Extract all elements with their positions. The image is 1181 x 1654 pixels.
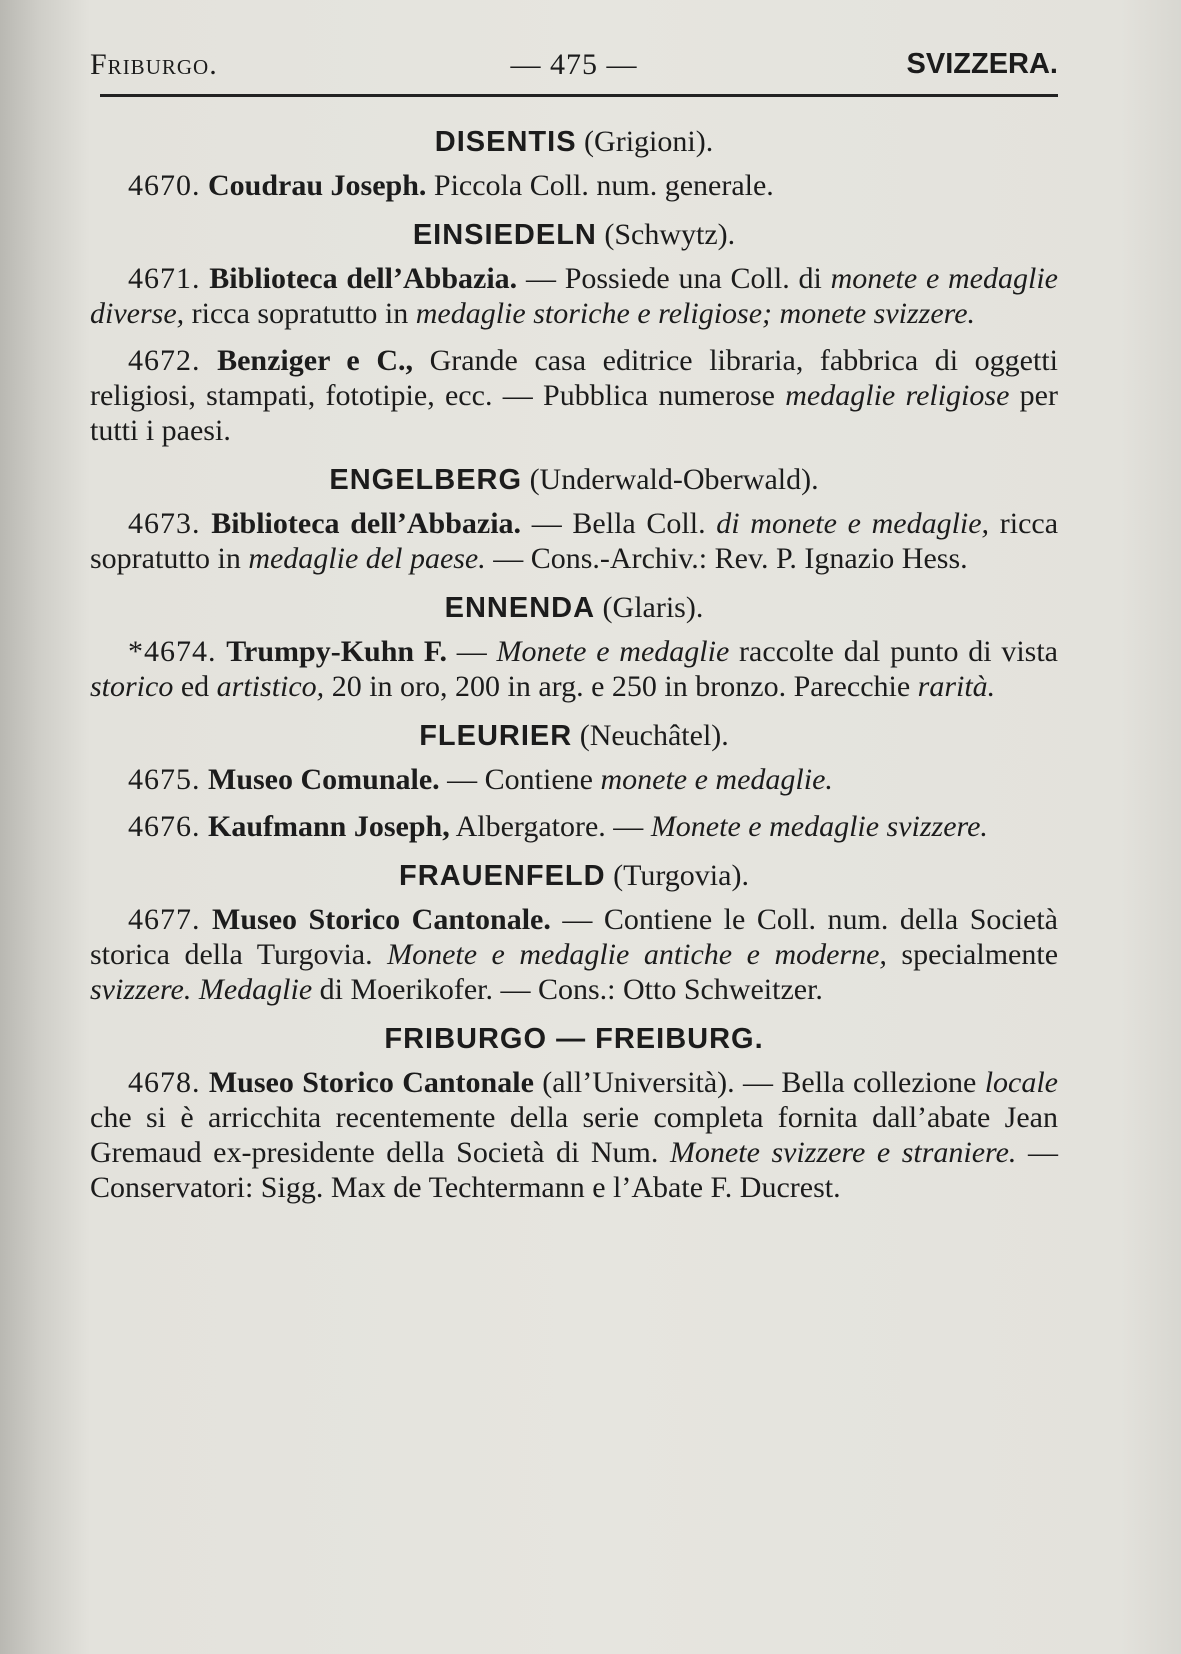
entry-text: —: [446, 635, 497, 668]
catalog-entry: [90, 902, 1058, 1007]
catalog-entry: [90, 1065, 1058, 1205]
header-right: SVIZZERA.: [906, 48, 1058, 80]
place-name: EINSIEDELN: [412, 219, 597, 251]
section-heading: [90, 588, 1058, 628]
header-left: Friburgo.: [90, 48, 218, 81]
catalog-entry: [90, 634, 1058, 704]
entry-text-italic: rarità.: [917, 670, 996, 703]
place-name: ENNENDA: [444, 592, 596, 624]
section-heading: [90, 122, 1058, 162]
catalog-entry: [90, 261, 1058, 331]
entry-text: ricca sopratutto in: [184, 297, 416, 330]
entry-text: ricca sopratutto in: [90, 507, 1059, 575]
region-name: (Underwald-Oberwald).: [529, 463, 819, 496]
entry-text-italic: Monete e medaglie svizzere.: [650, 810, 988, 843]
entry-text-italic: Monete e medaglie: [496, 635, 730, 668]
entry-name: Kaufmann Joseph,: [208, 810, 450, 843]
entry-name: Museo Storico Cantonale.: [212, 903, 551, 936]
entry-text: per tutti i paesi.: [90, 379, 1058, 447]
entry-text-italic: medaglie storiche e religiose; monete svizzere.: [415, 297, 976, 330]
entry-text: — Bella Coll.: [521, 507, 717, 540]
entry-text: di Moerikofer. — Cons.: Otto Schweitzer.: [312, 973, 823, 1006]
place-name: FRIBURGO — FREIBURG.: [384, 1023, 764, 1055]
running-header: [90, 48, 1058, 92]
entry-text: — Cons.-Archiv.: Rev. P. Ignazio Hess.: [485, 542, 968, 575]
entry-number: 4675.: [128, 763, 201, 796]
place-name: FLEURIER: [419, 720, 573, 752]
catalog-entry: [90, 343, 1058, 448]
place-name: ENGELBERG: [329, 464, 523, 496]
catalog-entry: [90, 168, 1058, 203]
entry-text-italic: di monete e medaglie,: [716, 507, 990, 540]
entry-number: 4677.: [128, 903, 201, 936]
entry-text: specialmente: [886, 938, 1059, 971]
entry-text-italic: locale: [984, 1066, 1058, 1099]
entry-text-italic: Monete e medaglie antiche e moderne,: [387, 938, 887, 971]
entry-text: — Contiene le Coll. num. della Società storica della Turgovia.: [90, 903, 1058, 971]
entry-text-italic: monete e medaglie.: [600, 763, 833, 796]
entry-name: Museo Storico Cantonale: [208, 1066, 534, 1099]
entry-number: 4678.: [128, 1066, 201, 1099]
page-number: — 475 —: [510, 48, 638, 81]
place-name: DISENTIS: [434, 126, 577, 158]
section-heading: [90, 460, 1058, 500]
entry-text-italic: medaglie religiose: [785, 379, 1010, 412]
entry-text: che si è arricchita recentemente della serie completa fornita dall’abate Jean Gremaud ex-presidente della Società di Num.: [90, 1101, 1058, 1169]
entry-text: Grande casa editrice libraria, fabbrica di oggetti religiosi, stampati, fototipie, ecc. — Pubblica numerose: [90, 344, 1058, 412]
entry-number: *4674.: [128, 635, 217, 668]
catalog-entry: [90, 506, 1058, 576]
entry-text-italic: monete e medaglie diverse,: [90, 262, 1058, 330]
entry-number: 4672.: [128, 344, 201, 377]
entry-text: — Possiede una Coll. di: [517, 262, 831, 295]
section-heading: [90, 1019, 1058, 1059]
entry-text: 20 in oro, 200 in arg. e 250 in bronzo. Parecchie: [324, 670, 918, 703]
section-heading: [90, 215, 1058, 255]
entry-text-italic: Monete svizzere e straniere.: [669, 1136, 1017, 1169]
region-name: (Grigioni).: [584, 125, 714, 158]
entry-text: — Conservatori: Sigg. Max de Techtermann e l’Abate F. Ducrest.: [90, 1136, 1058, 1204]
entry-number: 4670.: [128, 169, 201, 202]
entry-text-italic: medaglie del paese.: [248, 542, 486, 575]
entry-text: Albergatore. —: [449, 810, 651, 843]
entry-name: Coudrau Joseph.: [208, 169, 427, 202]
entry-text: — Contiene: [439, 763, 601, 796]
entry-text-italic: svizzere. Medaglie: [90, 973, 313, 1006]
page-body: [90, 122, 1058, 1217]
place-name: FRAUENFELD: [399, 860, 606, 892]
entry-number: 4676.: [128, 810, 201, 843]
entry-name: Biblioteca dell’Abbazia.: [209, 262, 518, 295]
entry-number: 4673.: [128, 507, 201, 540]
region-name: (Neuchâtel).: [579, 719, 729, 752]
entry-text: Piccola Coll. num. generale.: [426, 169, 774, 202]
section-heading: [90, 856, 1058, 896]
entry-name: Trumpy-Kuhn F.: [226, 635, 447, 668]
entry-text-italic: artistico,: [216, 670, 325, 703]
entry-name: Museo Comunale.: [208, 763, 440, 796]
entry-text-italic: storico: [90, 670, 174, 703]
region-name: (Turgovia).: [613, 859, 749, 892]
section-heading: [90, 716, 1058, 756]
entry-text: (all’Università). — Bella collezione: [533, 1066, 985, 1099]
entry-name: Benziger e C.,: [217, 344, 413, 377]
catalog-entry: [90, 809, 1058, 844]
entry-name: Biblioteca dell’Abbazia.: [211, 507, 522, 540]
header-rule: [100, 94, 1058, 97]
catalog-entry: [90, 762, 1058, 797]
entry-number: 4671.: [128, 262, 201, 295]
region-name: (Glaris).: [602, 591, 704, 624]
entry-text: raccolte dal punto di vista: [729, 635, 1058, 668]
region-name: (Schwytz).: [604, 218, 736, 251]
entry-text: ed: [173, 670, 217, 703]
